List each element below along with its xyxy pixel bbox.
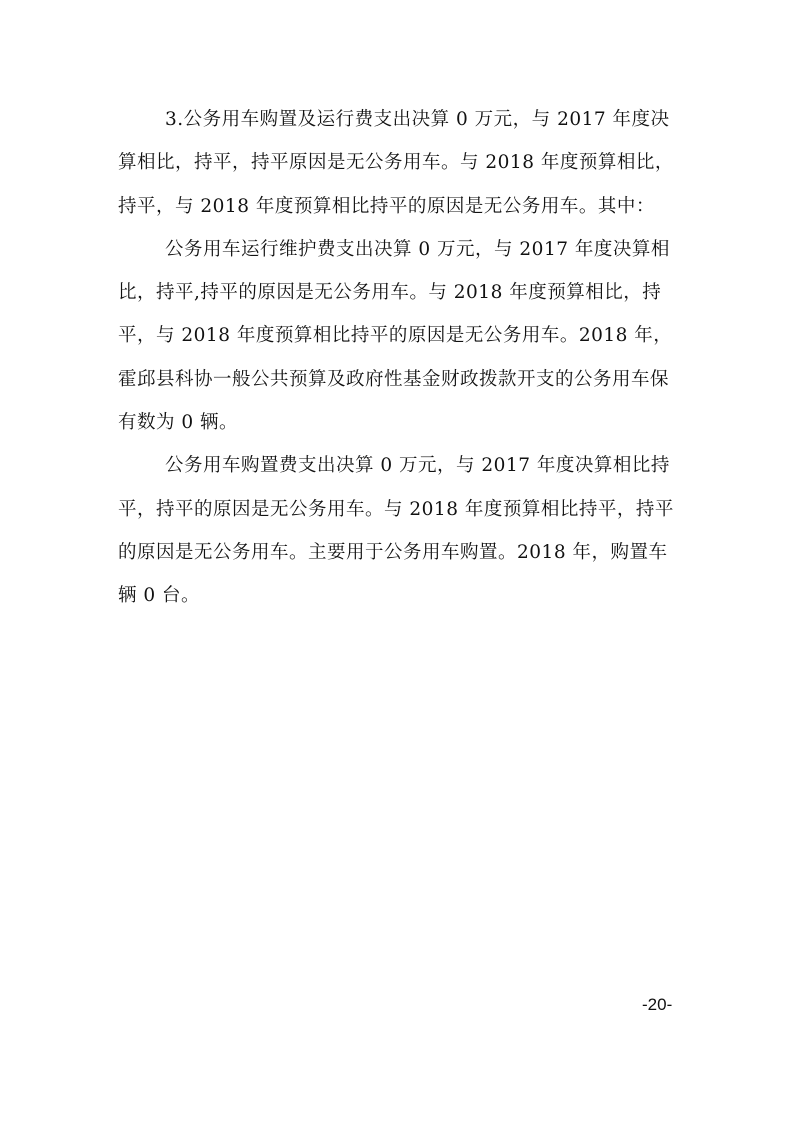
paragraph-vehicle-operation-maintenance: 公务用车运行维护费支出决算 0 万元，与 2017 年度决算相比，持平,持平的原因是无公务用车。与 2018 年度预算相比，持平，与 2018 年度预算相比持平的原因是无公务用车。2018 年，霍邱县科协一般公共预算及政府性基金财政拨款开支的公务用车保有数为 0 辆。 bbox=[118, 238, 673, 434]
page-number: -20- bbox=[642, 995, 673, 1014]
paragraph-vehicle-purchase: 公务用车购置费支出决算 0 万元，与 2017 年度决算相比持平，持平的原因是无公务用车。与 2018 年度预算相比持平，持平的原因是无公务用车。主要用于公务用车购置。2018 年，购置车辆 0 台。 bbox=[118, 455, 674, 607]
body-text bbox=[118, 98, 678, 618]
paragraph-vehicle-purchase-and-operation: 3.公务用车购置及运行费支出决算 0 万元，与 2017 年度决算相比，持平，持平原因是无公务用车。与 2018 年度预算相比，持平，与 2018 年度预算相比持平的原因是无公务用车。其中： bbox=[118, 109, 674, 217]
